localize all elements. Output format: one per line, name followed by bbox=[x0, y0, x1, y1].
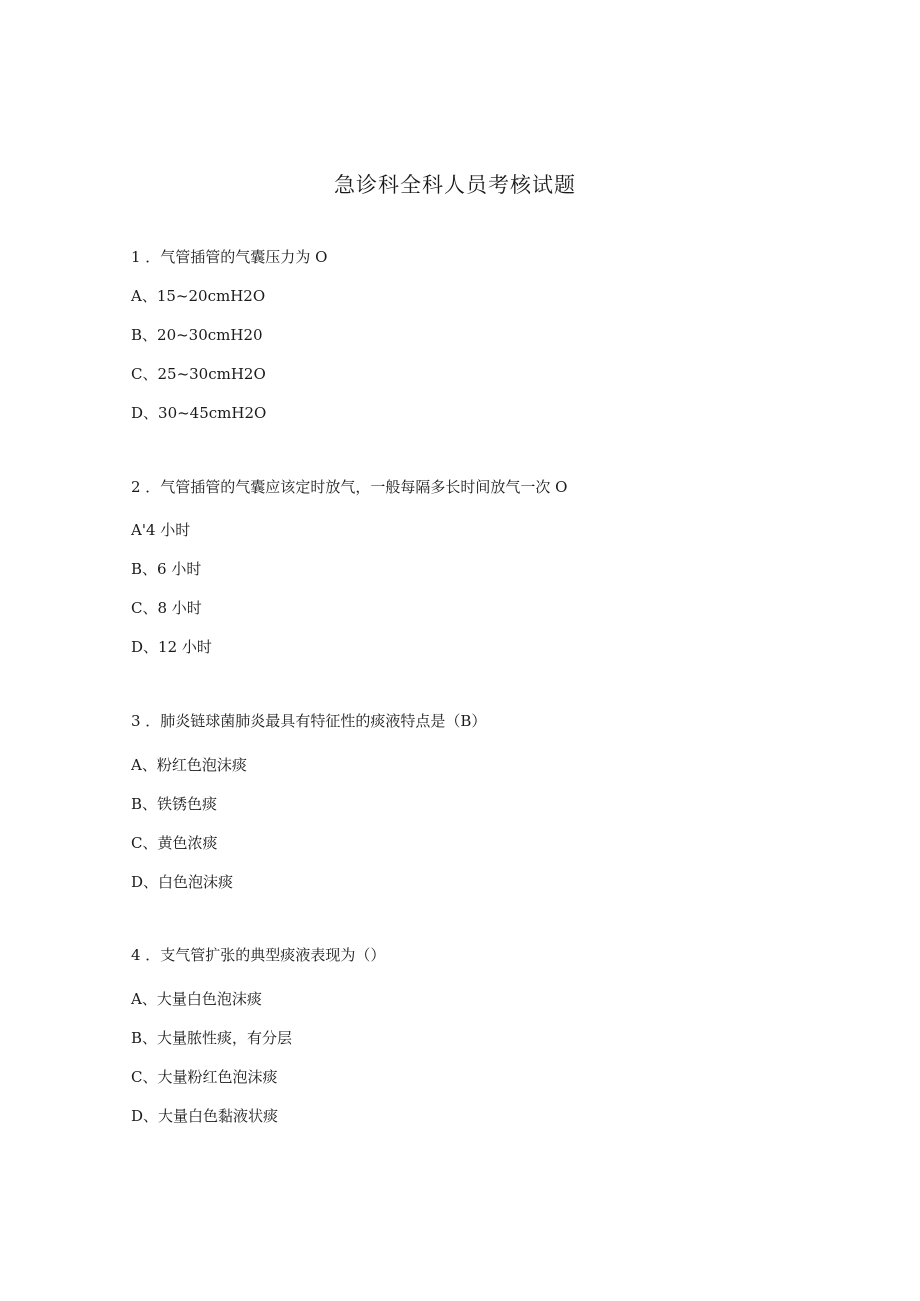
question-2-option-c: C、8 小时 bbox=[131, 599, 202, 617]
question-1-option-b: B、20~30cmH20 bbox=[131, 326, 263, 344]
question-2-option-d: D、12 小时 bbox=[131, 638, 212, 656]
question-4-option-d: D、大量白色黏液状痰 bbox=[131, 1107, 279, 1125]
question-2-option-a: A'4 小时 bbox=[131, 521, 191, 539]
question-3-option-c: C、黄色浓痰 bbox=[131, 834, 218, 852]
question-4-stem: 4 ．支气管扩张的典型痰液表现为（） bbox=[131, 946, 386, 964]
question-4-option-a: A、大量白色泡沫痰 bbox=[131, 990, 262, 1008]
question-1-option-a: A、15~20cmH2O bbox=[131, 287, 266, 305]
question-4-option-b: B、大量脓性痰，有分层 bbox=[131, 1029, 293, 1047]
question-1-option-c: C、25~30cmH2O bbox=[131, 365, 266, 383]
question-1-stem: 1 ．气管插管的气囊压力为 O bbox=[131, 248, 328, 266]
question-3-option-b: B、铁锈色痰 bbox=[131, 795, 218, 813]
question-1-option-d: D、30~45cmH2O bbox=[131, 404, 267, 422]
question-2-stem: 2 ．气管插管的气囊应该定时放气，一般每隔多长时间放气一次 O bbox=[131, 478, 568, 496]
page-title: 急诊科全科人员考核试题 bbox=[334, 173, 576, 197]
question-3-option-a: A、粉红色泡沫痰 bbox=[131, 756, 247, 774]
question-3-stem: 3 ．肺炎链球菌肺炎最具有特征性的痰液特点是（B） bbox=[131, 712, 487, 730]
question-2-option-b: B、6 小时 bbox=[131, 560, 202, 578]
question-3-option-d: D、白色泡沫痰 bbox=[131, 873, 234, 891]
question-4-option-c: C、大量粉红色泡沫痰 bbox=[131, 1068, 278, 1086]
